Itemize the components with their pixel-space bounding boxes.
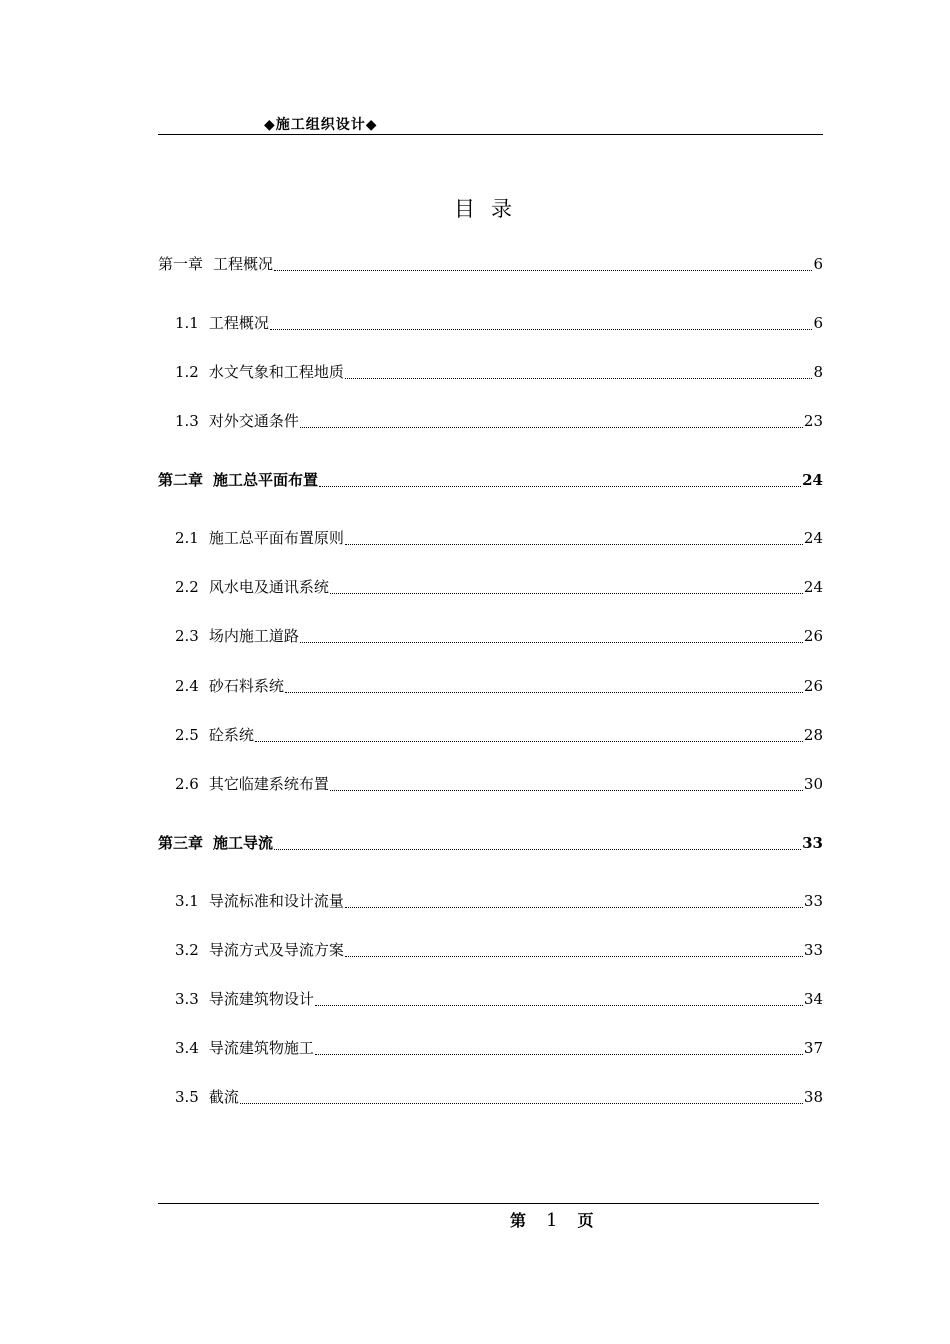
toc-entry-number: 3.5 bbox=[175, 1088, 199, 1106]
toc-entry-page: 34 bbox=[803, 990, 823, 1008]
toc-section-entry[interactable] bbox=[175, 410, 823, 432]
toc-entry-page: 33 bbox=[802, 834, 823, 852]
toc-section-entry[interactable] bbox=[175, 361, 823, 383]
toc-entry-title: 工程概况 bbox=[208, 314, 269, 332]
toc-entry-number: 第三章 bbox=[158, 834, 204, 852]
toc-entry-title: 风水电及通讯系统 bbox=[208, 578, 329, 596]
toc-entry-title: 施工总平面布置 bbox=[213, 471, 319, 489]
toc-entry-number: 3.2 bbox=[175, 941, 199, 959]
toc-chapter-entry[interactable] bbox=[158, 832, 823, 854]
page-footer bbox=[510, 1208, 593, 1231]
footer-suffix: 页 bbox=[577, 1211, 594, 1230]
toc-entry-title: 施工总平面布置原则 bbox=[208, 529, 344, 547]
toc-entry-page: 38 bbox=[803, 1088, 823, 1106]
toc-entry-page: 37 bbox=[803, 1039, 823, 1057]
toc-entry-number: 3.1 bbox=[175, 892, 199, 910]
running-header: ◆施工组织设计◆ bbox=[264, 117, 378, 133]
toc-dot-leader bbox=[270, 329, 813, 330]
toc-entry-number: 2.3 bbox=[175, 627, 199, 645]
toc-entry-number: 2.1 bbox=[175, 529, 199, 547]
toc-entry-title: 导流建筑物施工 bbox=[208, 1039, 314, 1057]
toc-dot-leader bbox=[255, 741, 803, 742]
toc-entry-page: 28 bbox=[803, 726, 823, 744]
toc-section-entry[interactable] bbox=[175, 988, 823, 1010]
toc-entry-title: 截流 bbox=[208, 1088, 239, 1106]
toc-section-entry[interactable] bbox=[175, 1037, 823, 1059]
toc-entry-page: 24 bbox=[802, 471, 823, 489]
toc-entry-title: 场内施工道路 bbox=[208, 627, 299, 645]
toc-dot-leader bbox=[345, 956, 803, 957]
toc-section-entry[interactable] bbox=[175, 773, 823, 795]
toc-entry-page: 26 bbox=[803, 627, 823, 645]
toc-entry-number: 1.1 bbox=[175, 314, 199, 332]
toc-section-entry[interactable] bbox=[175, 1086, 823, 1108]
toc-entry-title: 砂石料系统 bbox=[208, 677, 284, 695]
toc-dot-leader bbox=[330, 790, 803, 791]
toc-entry-number: 2.2 bbox=[175, 578, 199, 596]
toc-section-entry[interactable] bbox=[175, 675, 823, 697]
toc-chapter-entry[interactable] bbox=[158, 469, 823, 491]
toc-entry-page: 24 bbox=[803, 529, 823, 547]
toc-entry-number: 2.5 bbox=[175, 726, 199, 744]
toc-section-entry[interactable] bbox=[175, 576, 823, 598]
toc-dot-leader bbox=[300, 642, 803, 643]
toc-dot-leader bbox=[285, 692, 803, 693]
toc-section-entry[interactable] bbox=[175, 724, 823, 746]
toc-entry-title: 导流标准和设计流量 bbox=[208, 892, 344, 910]
toc-entry-number: 3.4 bbox=[175, 1039, 199, 1057]
toc-section-entry[interactable] bbox=[175, 527, 823, 549]
footer-rule bbox=[158, 1203, 819, 1204]
toc-entry-number: 2.6 bbox=[175, 775, 199, 793]
toc-dot-leader bbox=[274, 849, 801, 850]
toc-entry-page: 6 bbox=[813, 255, 823, 273]
toc-dot-leader bbox=[240, 1103, 803, 1104]
toc-entry-page: 23 bbox=[803, 412, 823, 430]
toc-section-entry[interactable] bbox=[175, 939, 823, 961]
toc-entry-page: 33 bbox=[803, 892, 823, 910]
toc-entry-title: 施工导流 bbox=[213, 834, 274, 852]
toc-entry-number: 第一章 bbox=[158, 255, 204, 273]
toc-entry-page: 30 bbox=[803, 775, 823, 793]
toc-entry-page: 8 bbox=[813, 363, 823, 381]
toc-entry-number: 1.2 bbox=[175, 363, 199, 381]
toc-entry-title: 水文气象和工程地质 bbox=[208, 363, 344, 381]
footer-prefix: 第 bbox=[510, 1211, 527, 1230]
toc-entry-title: 导流方式及导流方案 bbox=[208, 941, 344, 959]
toc-section-entry[interactable] bbox=[175, 312, 823, 334]
toc-dot-leader bbox=[315, 1005, 803, 1006]
footer-page-number: 1 bbox=[546, 1210, 558, 1231]
toc-entry-number: 第二章 bbox=[158, 471, 204, 489]
toc-entry-title: 对外交通条件 bbox=[208, 412, 299, 430]
toc-chapter-entry[interactable] bbox=[158, 253, 823, 275]
toc-entry-title: 工程概况 bbox=[213, 255, 274, 273]
toc-entry-number: 3.3 bbox=[175, 990, 199, 1008]
toc-dot-leader bbox=[345, 544, 803, 545]
toc-entry-number: 2.4 bbox=[175, 677, 199, 695]
toc-dot-leader bbox=[345, 378, 813, 379]
toc-entry-page: 33 bbox=[803, 941, 823, 959]
toc-entry-page: 6 bbox=[813, 314, 823, 332]
toc-entry-page: 24 bbox=[803, 578, 823, 596]
toc-entry-title: 砼系统 bbox=[208, 726, 254, 744]
toc-section-entry[interactable] bbox=[175, 625, 823, 647]
toc-dot-leader bbox=[300, 427, 803, 428]
toc-section-entry[interactable] bbox=[175, 890, 823, 912]
toc-dot-leader bbox=[319, 486, 801, 487]
toc-entry-page: 26 bbox=[803, 677, 823, 695]
toc-dot-leader bbox=[274, 270, 812, 271]
toc-dot-leader bbox=[315, 1054, 803, 1055]
toc-title: 目录 bbox=[454, 197, 528, 221]
toc-entry-number: 1.3 bbox=[175, 412, 199, 430]
header-rule bbox=[158, 134, 823, 135]
toc-dot-leader bbox=[345, 907, 803, 908]
toc-entry-title: 其它临建系统布置 bbox=[208, 775, 329, 793]
toc-dot-leader bbox=[330, 593, 803, 594]
toc-entry-title: 导流建筑物设计 bbox=[208, 990, 314, 1008]
